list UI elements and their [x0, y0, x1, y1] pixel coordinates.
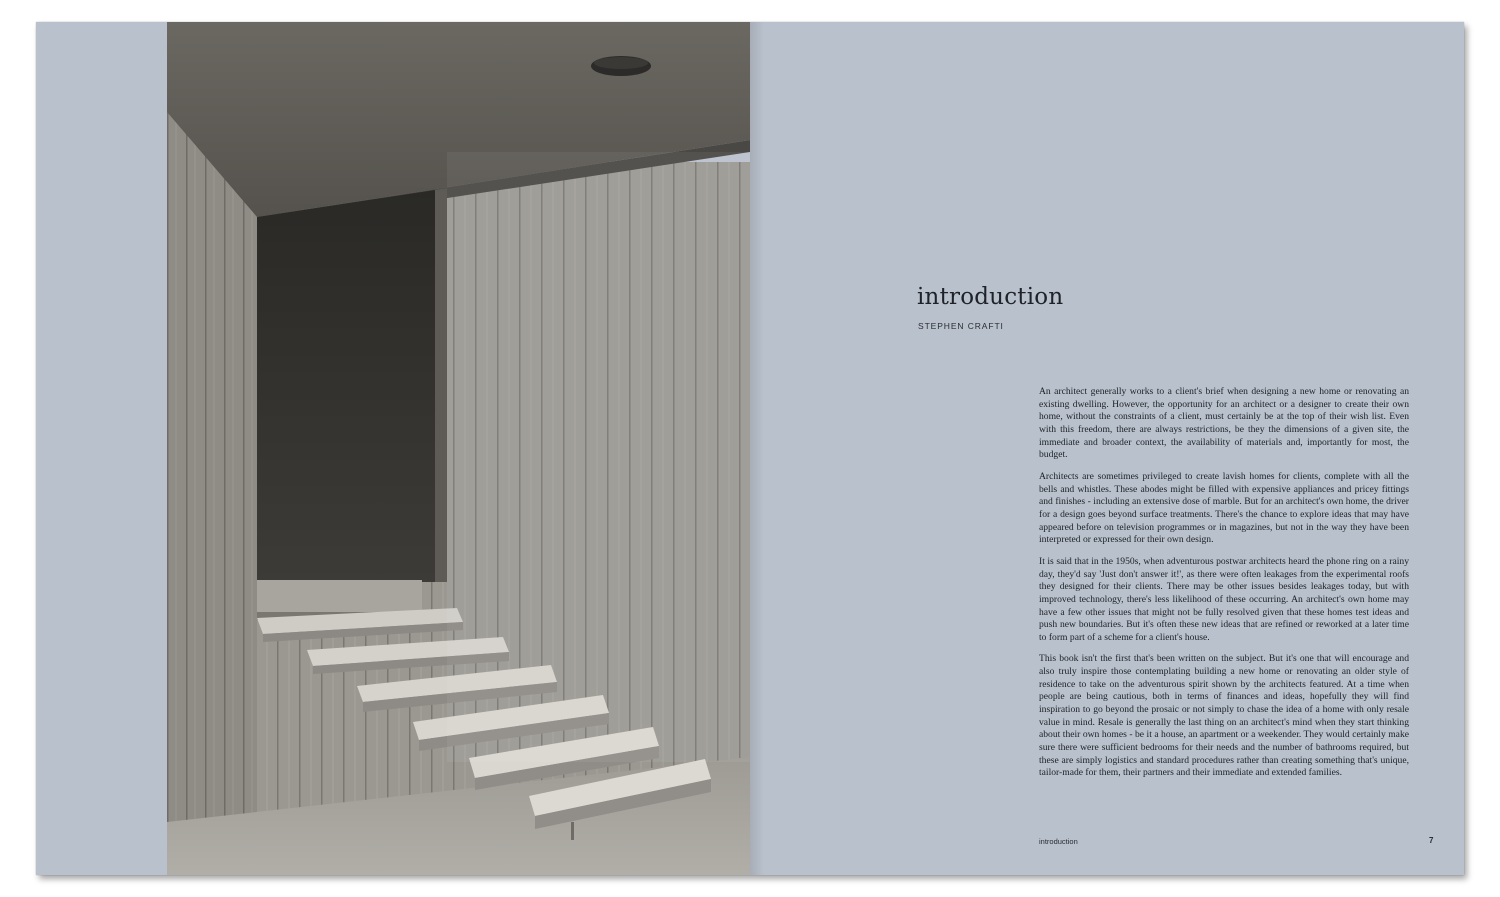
staircase-photo	[167, 22, 750, 875]
paragraph: It is said that in the 1950s, when adventurous postwar architects heard the phone ring on a rainy day, they'd say 'Just don't answer it!', as there were often leakages from the experimental roofs they designed for their clients. There may be other issues besides leakages today, but with improved technology, there's less likelihood of these occurring. An architect's own home may have a few other issues that might not be fully resolved given that these homes test ideas and push new boundaries. But it's often these new ideas that are refined or reworked at a later time to form part of a scheme for a client's house.	[1039, 555, 1409, 643]
author-name: STEPHEN CRAFTI	[918, 321, 1004, 331]
book-spread	[36, 22, 1464, 875]
page-gutter	[750, 22, 764, 875]
body-text	[1039, 386, 1409, 789]
paragraph: Architects are sometimes privileged to create lavish homes for clients, complete with all the bells and whistles. These abodes might be filled with expensive appliances and pricey fittings and finishes - including an extensive dose of marble. But for an architect's own home, the driver for a design goes beyond surface treatments. There's the chance to explore ideas that may have appeared before on television programmes or in magazines, but not in the way they have been interpreted or expressed for their own design.	[1039, 470, 1409, 546]
paragraph: This book isn't the first that's been written on the subject. But it's one that will encourage and also truly inspire those contemplating building a new home or renovating an older style of residence to take on the adventurous spirit shown by the architects featured. At a time when people are being cautious, both in terms of finances and ideas, hopefully they will find inspiration to go beyond the prosaic or not simply to chase the idea of a home with only resale value in mind. Resale is generally the last thing on an architect's mind when they start thinking about their own homes - be it a house, an apartment or a weekender. They would certainly make sure there were sufficient bedrooms for their needs and the number of bathrooms required, but these are simply logistics and standard procedures rather than creating something that's unique, tailor-made for them, their partners and their immediate and extended families.	[1039, 653, 1409, 779]
chapter-title: introduction	[917, 284, 1064, 310]
paragraph: An architect generally works to a client's brief when designing a new home or renovating an existing dwelling. However, the opportunity for an architect or a designer to create their own home, without the constraints of a client, must certainly be at the top of their wish list. Even with this freedom, there are always restrictions, be they the dimensions of a given site, the immediate and broader context, the availability of materials and, importantly for most, the budget.	[1039, 386, 1409, 461]
page-number: 7	[1429, 836, 1434, 845]
running-footer: introduction	[1039, 837, 1078, 846]
